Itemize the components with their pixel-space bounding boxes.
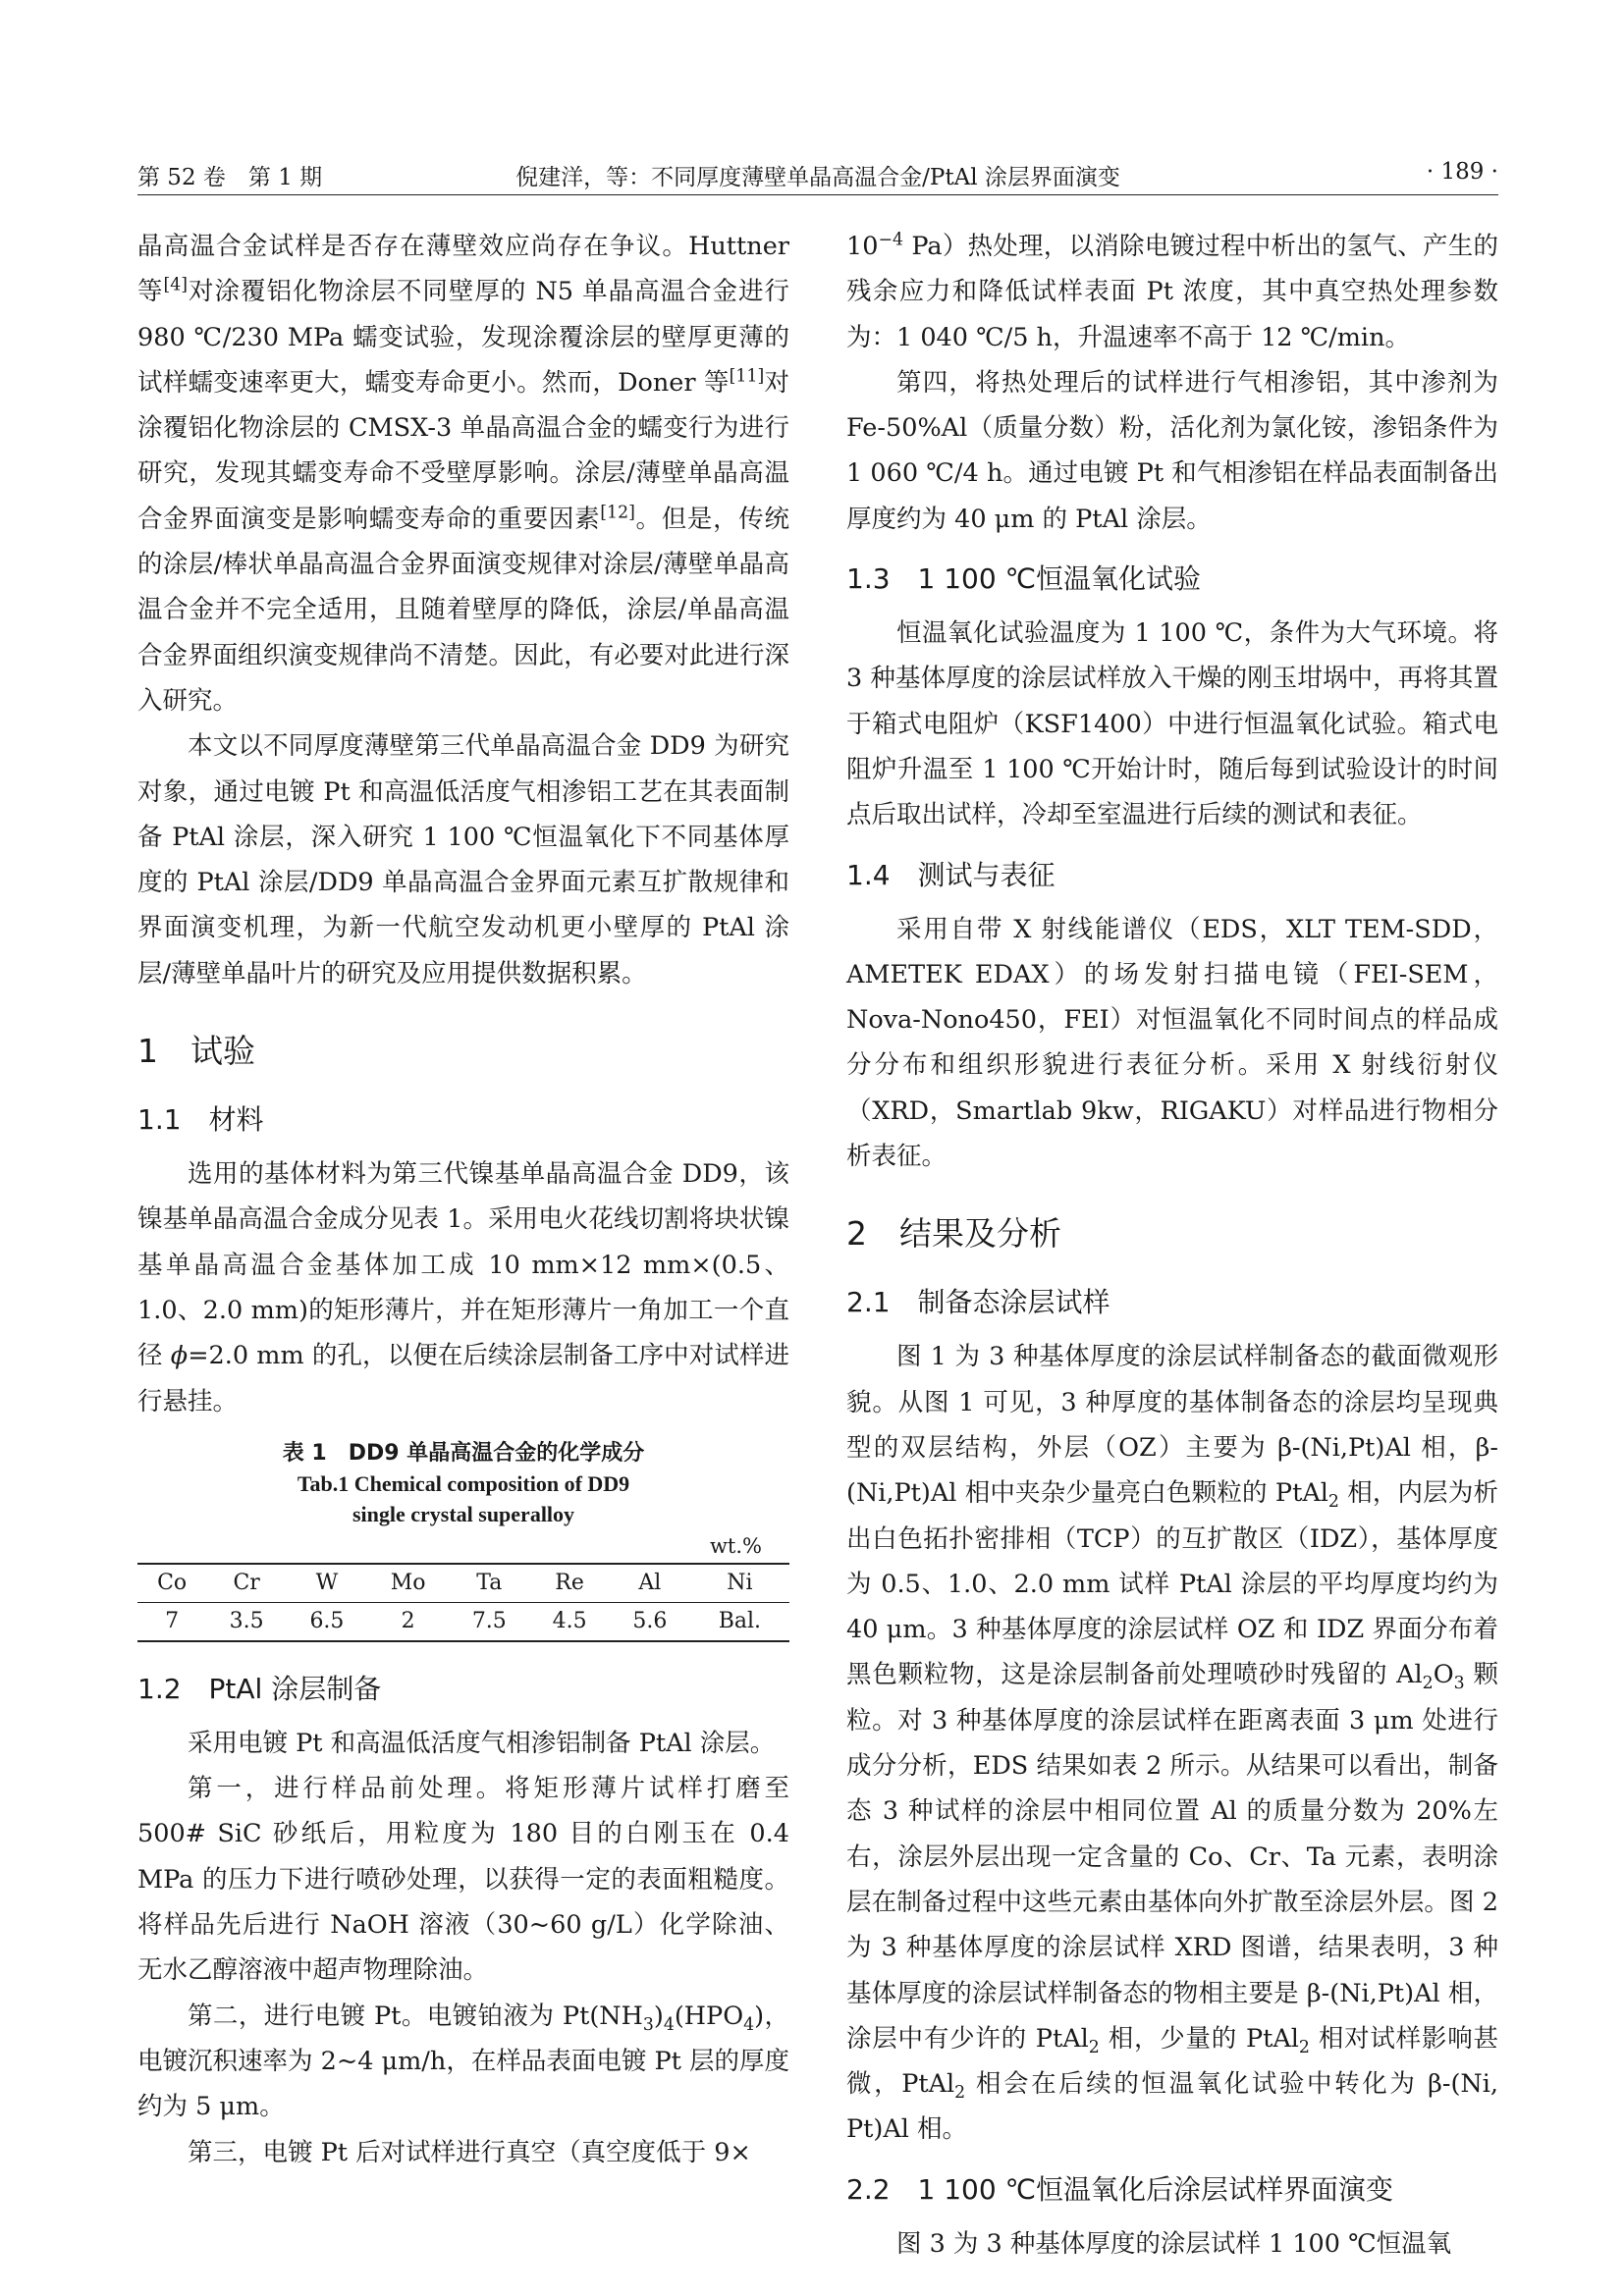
subscript: 4 bbox=[743, 2014, 755, 2035]
subsection-heading-oxidation-test: 1.3 1 100 ℃恒温氧化试验 bbox=[846, 562, 1202, 596]
text: =2.0 mm 的孔，以便在后续涂层制备工序中对试样进行悬挂。 bbox=[137, 1341, 789, 1416]
text: 相会在后续的恒温氧化试验中转化为 β-(Ni, Pt)Al 相。 bbox=[846, 2069, 1498, 2145]
text: )，电镀沉积速率为 2~4 μm/h，在样品表面电镀 Pt 层的厚度约为 5 μm。 bbox=[137, 2001, 789, 2122]
paragraph-step-vacuum-start: 第三，电镀 Pt 后对试样进行真空（真空度低于 9× bbox=[188, 2137, 751, 2167]
citation: [4] bbox=[163, 275, 189, 295]
table-cell: 3.5 bbox=[229, 1608, 264, 1633]
text: 10 bbox=[846, 232, 879, 261]
text: 。但是，传统的涂层/棒状单晶高温合金界面演变规律对涂层/薄壁单晶高温合金并不完全适用，且随着壁厚的降低，涂层/单晶高温合金界面组织演变规律尚不清楚。因此，有必要对此进行深入研究。 bbox=[137, 504, 789, 716]
text: (HPO bbox=[674, 2001, 744, 2031]
paragraph-coating-intro: 采用电镀 Pt 和高温低活度气相渗铝制备 PtAl 涂层。 bbox=[188, 1728, 776, 1758]
right-column bbox=[846, 224, 1498, 2267]
superscript: −4 bbox=[878, 230, 903, 250]
text: 颗粒。对 3 种基体厚度的涂层试样在距离表面 3 μm 处进行成分分析，EDS 结果如表 2 所示。从结果可以看出，制备态 3 种试样的涂层中相同位置 Al 的质量分数为 20%左右，涂层外层出现一定含量的 Co、Cr、Ta 元素，表明涂层在制备过程中这些元素由基体向外扩散至涂层外层。图 2 为 3 种基体厚度的涂层试样 XRD 图谱，结果表明，3 种基体厚度的涂层试样制备态的物相主要是 β-(Ni,Pt)Al 相，涂层中有少许的 PtAl bbox=[846, 1660, 1498, 2054]
paragraph-characterization: 采用自带 X 射线能谱仪（EDS，XLT TEM-SDD，AMETEK EDAX）的场发射扫描电镜（FEI-SEM，Nova-Nono450，FEI）对恒温氧化不同时间点的样品成分分布和组织形貌进行表征分析。采用 X 射线衍射仪（XRD，Smartlab 9kw，RIGAKU）对样品进行物相分析表征。 bbox=[846, 914, 1498, 1172]
table-header-cell: Mo bbox=[390, 1570, 426, 1595]
composition-table bbox=[137, 1563, 789, 1642]
citation: [11] bbox=[729, 366, 765, 387]
left-column bbox=[137, 224, 789, 2175]
table-header-cell: W bbox=[315, 1570, 339, 1595]
text: ) bbox=[653, 2001, 664, 2031]
table-header-cell: Al bbox=[638, 1570, 662, 1595]
citation: [12] bbox=[600, 503, 635, 523]
table-header-cell: Re bbox=[555, 1570, 584, 1595]
paragraph-as-prepared bbox=[846, 1334, 1498, 2152]
paragraph-vacuum-heat-treatment bbox=[846, 224, 1498, 360]
paragraph-step-electroplating bbox=[137, 1994, 789, 2130]
paragraph-interface-evolution-start: 图 3 为 3 种基体厚度的涂层试样 1 100 ℃恒温氧 bbox=[896, 2228, 1452, 2259]
paragraph-thin-wall-debate bbox=[137, 224, 789, 723]
subscript: 4 bbox=[663, 2014, 675, 2035]
subsection-heading-as-prepared: 2.1 制备态涂层试样 bbox=[846, 1286, 1110, 1319]
subscript: 2 bbox=[1088, 2037, 1100, 2057]
subsection-heading-coating-prep: 1.2 PtAl 涂层制备 bbox=[137, 1672, 382, 1705]
table-row bbox=[137, 1602, 789, 1641]
subscript: 2 bbox=[1327, 1492, 1339, 1513]
table-header-cell: Ta bbox=[476, 1570, 503, 1595]
subscript: 3 bbox=[642, 2014, 654, 2035]
section-heading-results: 2 结果及分析 bbox=[846, 1214, 1061, 1254]
subscript: 2 bbox=[1422, 1674, 1434, 1694]
table-cell: 5.6 bbox=[632, 1608, 668, 1633]
table-caption-zh: 表 1 DD9 单晶高温合金的化学成分 bbox=[282, 1440, 645, 1466]
page-number: · 189 · bbox=[1426, 159, 1498, 185]
subscript: 2 bbox=[954, 2083, 966, 2104]
table-caption bbox=[137, 1438, 789, 1529]
text: 相对试样影响甚微，PtAl bbox=[846, 2023, 1498, 2100]
table-cell: 6.5 bbox=[309, 1608, 345, 1633]
text: 相，内层为析出白色拓扑密排相（TCP）的互扩散区（IDZ），基体厚度为 0.5、1.0、2.0 mm 试样 PtAl 涂层的平均厚度均约为 40 μm。3 种基体厚度的涂层试样 OZ 和 IDZ 界面分布着黑色颗粒物，这是涂层制备前处理喷砂时残留的 Al bbox=[846, 1478, 1498, 1690]
section-heading-experiment: 1 试验 bbox=[137, 1032, 255, 1071]
subscript: 2 bbox=[1298, 2037, 1310, 2057]
paragraph-step-aluminizing: 第四，将热处理后的试样进行气相渗铝，其中渗剂为 Fe-50%Al（质量分数）粉，活化剂为氯化铵，渗铝条件为 1 060 ℃/4 h。通过电镀 Pt 和气相渗铝在样品表面制备出厚度约为 40 μm 的 PtAl 涂层。 bbox=[846, 367, 1498, 534]
table-caption-en-line2: single crystal superalloy bbox=[352, 1501, 575, 1526]
subsection-heading-materials: 1.1 材料 bbox=[137, 1103, 264, 1137]
running-header bbox=[137, 155, 1498, 195]
text: O bbox=[1433, 1660, 1454, 1690]
journal-volume-issue: 第 52 卷 第 1 期 bbox=[137, 165, 323, 190]
paragraph-study-aim: 本文以不同厚度薄壁第三代单晶高温合金 DD9 为研究对象，通过电镀 Pt 和高温低活度气相渗铝工艺在其表面制备 PtAl 涂层，深入研究 1 100 ℃恒温氧化下不同基体厚度的 PtAl 涂层/DD9 单晶高温合金界面元素互扩散规律和界面演变机理，为新一代航空发动机更小壁厚的 PtAl 涂层/薄壁单晶叶片的研究及应用提供数据积累。 bbox=[137, 731, 789, 988]
table-cell: 7.5 bbox=[471, 1608, 507, 1633]
paragraph-materials bbox=[137, 1151, 789, 1424]
article-running-title: 倪建洋，等：不同厚度薄壁单晶高温合金/PtAl 涂层界面演变 bbox=[515, 165, 1120, 190]
table-unit: wt.% bbox=[709, 1533, 762, 1558]
table-header-cell: Cr bbox=[233, 1570, 260, 1595]
table-caption-en-line1: Tab.1 Chemical composition of DD9 bbox=[297, 1470, 630, 1496]
table-cell: Bal. bbox=[718, 1608, 762, 1633]
phi-symbol: ϕ bbox=[170, 1341, 189, 1371]
text: 晶高温合金试样是否存在薄壁效应尚存在争议。Huttner 等 bbox=[137, 232, 789, 307]
paragraph-oxidation-test: 恒温氧化试验温度为 1 100 ℃，条件为大气环境。将 3 种基体厚度的涂层试样放入干燥的刚玉坩埚中，再将其置于箱式电阻炉（KSF1400）中进行恒温氧化试验。箱式电阻炉升温至 1 100 ℃开始计时，随后每到试验设计的时间点后取出试样，冷却至室温进行后续的测试和表征。 bbox=[846, 618, 1498, 830]
table-cell: 2 bbox=[401, 1608, 415, 1633]
text: 相，少量的 PtAl bbox=[1099, 2023, 1299, 2054]
table-header-cell: Ni bbox=[727, 1570, 753, 1595]
table-cell: 4.5 bbox=[552, 1608, 587, 1633]
table-cell: 7 bbox=[165, 1608, 180, 1633]
text: 对涂覆铝化物涂层的 CMSX-3 单晶高温合金的蠕变行为进行研究，发现其蠕变寿命不受壁厚影响。涂层/薄壁单晶高温合金界面演变是影响蠕变寿命的重要因素 bbox=[137, 367, 789, 534]
text: 图 1 为 3 种基体厚度的涂层试样制备态的截面微观形貌。从图 1 可见，3 种厚度的基体制备态的涂层均呈现典型的双层结构，外层（OZ）主要为 β-(Ni,Pt)Al 相，β-(Ni,Pt)Al 相中夹杂少量亮白色颗粒的 PtAl bbox=[846, 1342, 1498, 1509]
text: 选用的基体材料为第三代镍基单晶高温合金 DD9，该镍基单晶高温合金成分见表 1。采用电火花线切割将块状镍基单晶高温合金基体加工成 10 mm×12 mm×(0.5、1.0、2.0 mm)的矩形薄片，并在矩形薄片一角加工一个直径 bbox=[137, 1159, 789, 1371]
subsection-heading-interface-evolution: 2.2 1 100 ℃恒温氧化后涂层试样界面演变 bbox=[846, 2172, 1394, 2206]
text: 对涂覆铝化物涂层不同壁厚的 N5 单晶高温合金进行 980 ℃/230 MPa 蠕变试验，发现涂覆涂层的壁厚更薄的试样蠕变速率更大，蠕变寿命更小。然而，Doner 等 bbox=[137, 277, 789, 398]
text: 第二，进行电镀 Pt。电镀铂液为 Pt(NH bbox=[188, 2001, 643, 2031]
subscript: 3 bbox=[1453, 1674, 1465, 1694]
paragraph-step-pretreatment: 第一，进行样品前处理。将矩形薄片试样打磨至 500# SiC 砂纸后，用粒度为 180 目的白刚玉在 0.4 MPa 的压力下进行喷砂处理，以获得一定的表面粗糙度。将样品先后进行 NaOH 溶液（30~60 g/L）化学除油、无水乙醇溶液中超声物理除油。 bbox=[137, 1774, 789, 1986]
subsection-heading-characterization: 1.4 测试与表征 bbox=[846, 858, 1056, 891]
table-header-row bbox=[137, 1564, 789, 1603]
table-header-cell: Co bbox=[157, 1570, 188, 1595]
text: Pa）热处理，以消除电镀过程中析出的氢气、产生的残余应力和降低试样表面 Pt 浓度，其中真空热处理参数为：1 040 ℃/5 h，升温速率不高于 12 ℃/min。 bbox=[846, 232, 1498, 352]
